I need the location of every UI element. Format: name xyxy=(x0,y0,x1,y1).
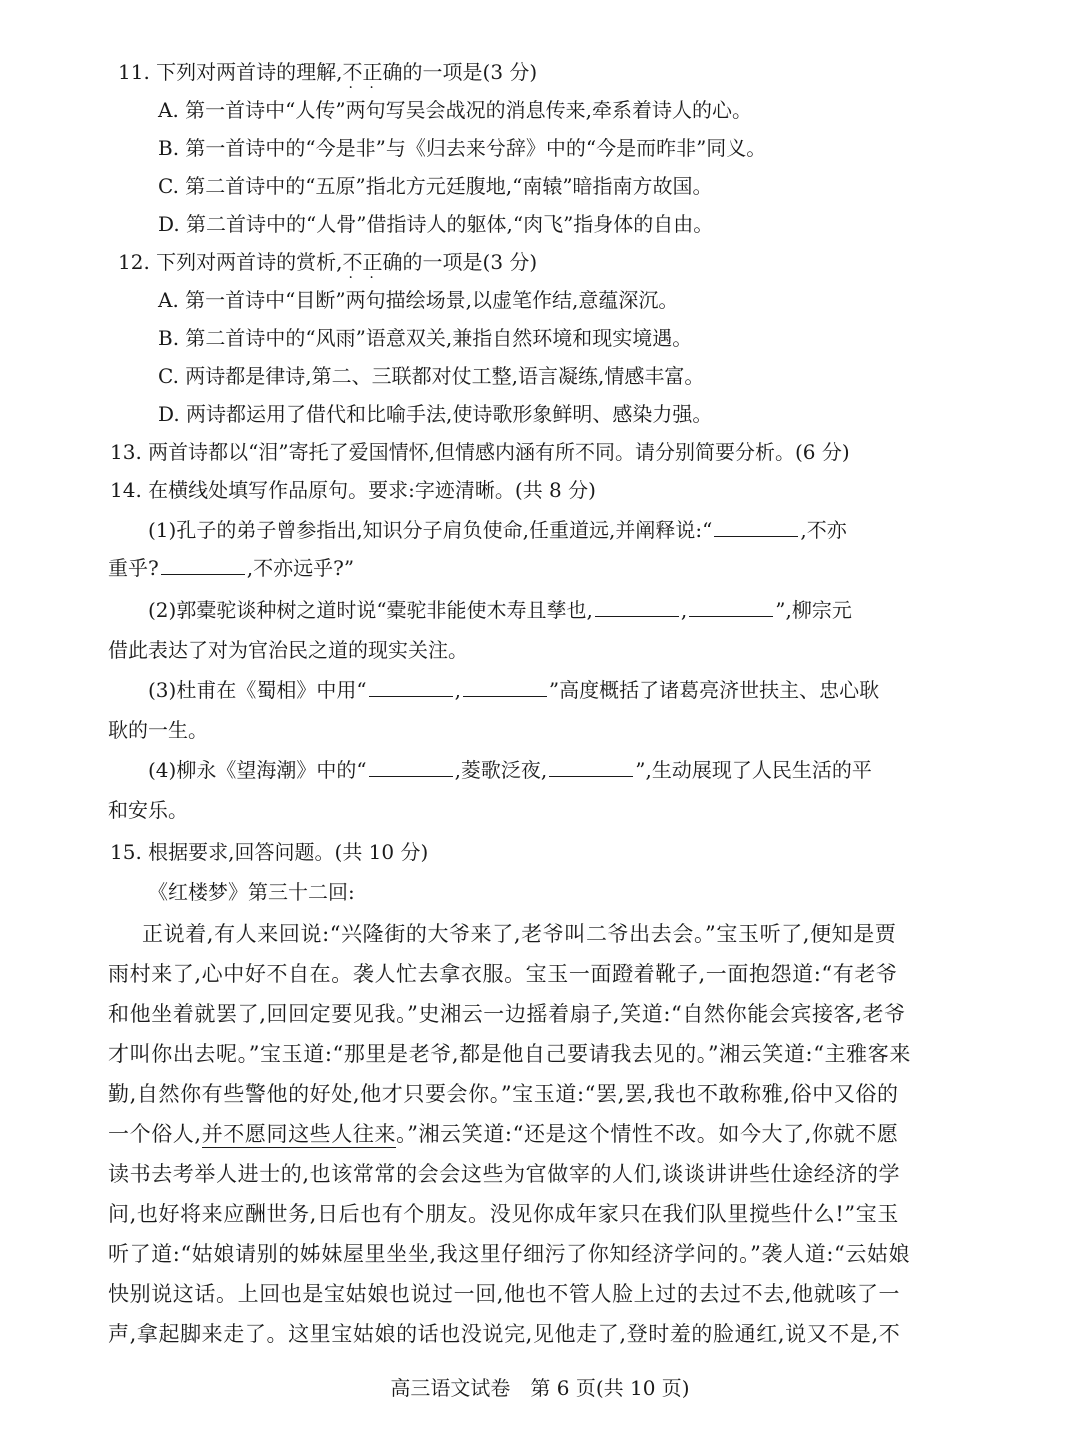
q14-item-2-text-c: ”,柳宗元 xyxy=(775,598,852,622)
passage-line: 问,也好将来应酬世务,日后也有个朋友。没见你成年家只在我们队里搅些什么!”宝玉 xyxy=(108,1202,899,1226)
q12-stem-pre: 12. 下列对两首诗的赏析, xyxy=(118,250,343,274)
q11-option-a: A. 第一首诗中“人传”两句写吴会战况的消息传来,牵系着诗人的心。 xyxy=(158,98,752,122)
q14-item-2-line1 xyxy=(148,596,852,624)
q14-item-3-text-c: ”高度概括了诸葛亮济世扶主、忠心耿 xyxy=(548,678,880,702)
q11-option-d: D. 第二首诗中的“人骨”借指诗人的躯体,“肉飞”指身体的自由。 xyxy=(158,212,714,236)
answer-blank[interactable] xyxy=(595,598,679,617)
passage-line: 才叫你出去呢。”宝玉道:“那里是老爷,都是他自己要请我去见的。”湘云笑道:“主雅客来 xyxy=(108,1042,911,1066)
q12-stem xyxy=(118,248,537,276)
q14-item-3-text-b: , xyxy=(454,678,461,702)
q12-option-c: C. 两诗都是律诗,第二、三联都对仗工整,语言凝练,情感丰富。 xyxy=(158,364,705,388)
q14-item-2-line2: 借此表达了对为官治民之道的现实关注。 xyxy=(108,638,468,662)
q15-stem: 15. 根据要求,回答问题。(共 10 分) xyxy=(110,840,429,864)
answer-blank[interactable] xyxy=(369,678,453,697)
answer-blank[interactable] xyxy=(369,758,453,777)
q11-stem-emphasis: 不正确 · · xyxy=(343,60,403,84)
q12-option-d: D. 两诗都运用了借代和比喻手法,使诗歌形象鲜明、感染力强。 xyxy=(158,402,713,426)
underlined-sentence: 并不愿同这些人往来 xyxy=(201,1122,397,1146)
q14-item-4-text-c: ”,生动展现了人民生活的平 xyxy=(635,758,872,782)
q14-item-2-text-b: , xyxy=(680,598,688,622)
q12-option-b: B. 第二首诗中的“风雨”语意双关,兼指自然环境和现实境遇。 xyxy=(158,326,693,350)
q14-item-1-text-c: 重乎? xyxy=(108,556,159,580)
passage-line: 和他坐着就罢了,回回定要见我。”史湘云一边摇着扇子,笑道:“自然你能会宾接客,老爷 xyxy=(108,1002,906,1026)
answer-blank[interactable] xyxy=(689,598,773,617)
q14-item-4-line2: 和安乐。 xyxy=(108,798,188,822)
passage-text: 。”湘云笑道:“还是这个情性不改。如今大了,你就不愿 xyxy=(396,1122,899,1146)
q14-item-4-text-b: ,菱歌泛夜, xyxy=(454,758,548,782)
q11-option-c: C. 第二首诗中的“五原”指北方元廷腹地,“南辕”暗指南方故国。 xyxy=(158,174,713,198)
q13-stem: 13. 两首诗都以“泪”寄托了爱国情怀,但情感内涵有所不同。请分别简要分析。(6 分) xyxy=(110,440,850,464)
passage-line-underlined xyxy=(108,1120,898,1148)
q11-stem-pre: 11. 下列对两首诗的理解, xyxy=(118,60,343,84)
q14-item-3-text-a: (3)杜甫在《蜀相》中用“ xyxy=(148,678,367,702)
passage-line: 正说着,有人来回说:“兴隆街的大爷来了,老爷叫二爷出去会。”宝玉听了,便知是贾 xyxy=(142,922,897,946)
passage-line: 雨村来了,心中好不自在。袭人忙去拿衣服。宝玉一面蹬着靴子,一面抱怨道:“有老爷 xyxy=(108,962,898,986)
q12-stem-emphasis: 不正确 · · xyxy=(343,250,403,274)
q12-stem-post: 的一项是(3 分) xyxy=(402,250,538,274)
q14-item-1-text-d: ,不亦远乎?” xyxy=(246,556,355,580)
answer-blank[interactable] xyxy=(161,556,245,575)
q11-option-b: B. 第一首诗中的“今是非”与《归去来兮辞》中的“今是而昨非”同义。 xyxy=(158,136,767,160)
answer-blank[interactable] xyxy=(463,678,547,697)
q15-source-title: 《红楼梦》第三十二回: xyxy=(148,880,355,904)
q14-item-1-line1 xyxy=(148,516,847,544)
q14-item-1-line2 xyxy=(108,554,354,582)
answer-blank[interactable] xyxy=(549,758,633,777)
q14-item-3-line2: 耿的一生。 xyxy=(108,718,208,742)
q14-item-3-line1 xyxy=(148,676,879,704)
q14-item-1-text-b: ,不亦 xyxy=(800,518,847,542)
q14-stem: 14. 在横线处填写作品原句。要求:字迹清晰。(共 8 分) xyxy=(110,478,596,502)
passage-line: 勤,自然你有些警他的好处,他才只要会你。”宝玉道:“罢,罢,我也不敢称雅,俗中又俗的 xyxy=(108,1082,899,1106)
passage-line: 听了道:“姑娘请别的姊妹屋里坐坐,我这里仔细污了你知经济学问的。”袭人道:“云姑娘 xyxy=(108,1242,911,1266)
page-footer: 高三语文试卷 第 6 页(共 10 页) xyxy=(390,1376,690,1400)
q14-item-2-text-a: (2)郭橐驼谈种树之道时说“橐驼非能使木寿且孳也, xyxy=(148,598,593,622)
passage-line: 快别说这话。上回也是宝姑娘也说过一回,他也不管人脸上过的去过不去,他就咳了一 xyxy=(108,1282,901,1306)
q12-option-a: A. 第一首诗中“目断”两句描绘场景,以虚笔作结,意蕴深沉。 xyxy=(158,288,679,312)
passage-text: 一个俗人, xyxy=(108,1122,202,1146)
passage-line: 读书去考举人进士的,也该常常的会会这些为官做宰的人们,谈谈讲讲些仕途经济的学 xyxy=(108,1162,901,1186)
q14-item-4-text-a: (4)柳永《望海潮》中的“ xyxy=(148,758,367,782)
passage-line: 声,拿起脚来走了。这里宝姑娘的话也没说完,见他走了,登时羞的脸通红,说又不是,不 xyxy=(108,1322,901,1346)
answer-blank[interactable] xyxy=(714,518,798,537)
q11-stem-post: 的一项是(3 分) xyxy=(402,60,538,84)
q11-stem xyxy=(118,58,537,86)
q14-item-1-text-a: (1)孔子的弟子曾参指出,知识分子肩负使命,任重道远,并阐释说:“ xyxy=(148,518,713,542)
q14-item-4-line1 xyxy=(148,756,872,784)
